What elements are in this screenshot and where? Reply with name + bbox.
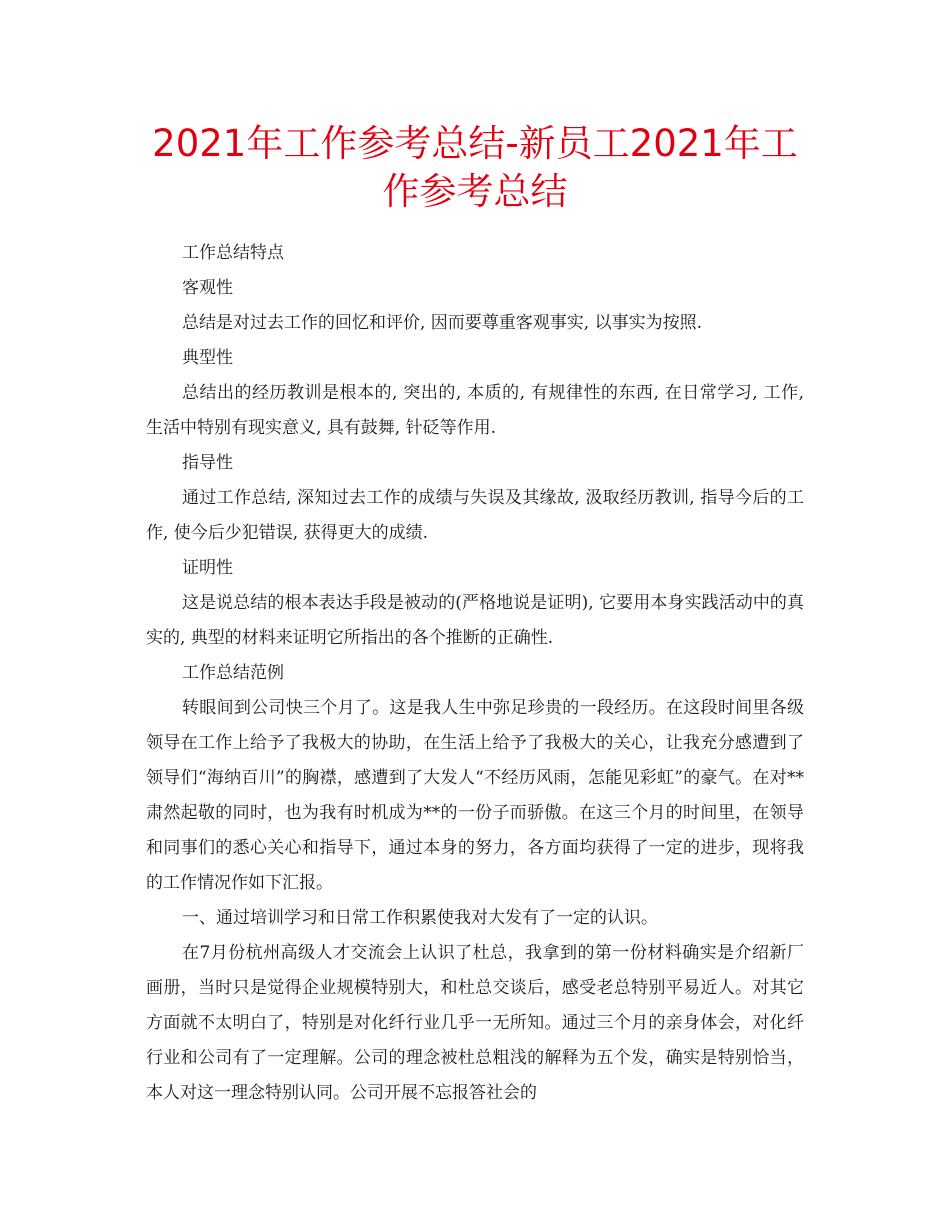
subheading-objectivity: 客观性 <box>182 278 233 298</box>
subheading-guidance: 指导性 <box>182 453 233 473</box>
paragraph-proof: 这是说总结的根本表达手段是被动的(严格地说是证明), 它要用本身实践活动中的真实的, 典型的材料来证明它所指出的各个推断的正确性. <box>146 593 804 648</box>
document-title: 2021年工作参考总结-新员工2021年工作参考总结 <box>152 122 798 213</box>
section-heading-features: 工作总结特点 <box>182 243 284 263</box>
subheading-typicality: 典型性 <box>182 348 233 368</box>
paragraph-section-one-heading: 一、通过培训学习和日常工作积累使我对大发有了一定的认识。 <box>182 908 658 928</box>
paragraph-section-one-body: 在7月份杭州高级人才交流会上认识了杜总，我拿到的第一份材料确实是介绍新厂画册，当时只是觉得企业规模特别大，和杜总交谈后，感受老总特别平易近人。对其它方面就不太明白了，特别是对化纤行业几乎一无所知。通过三个月的亲身体会，对化纤行业和公司有了一定理解。公司的理念被杜总粗浅的解释为五个发，确实是特别恰当，本人对这一理念特别认同。公司开展不忘报答社会的 <box>146 943 804 1103</box>
paragraph-objectivity: 总结是对过去工作的回忆和评价, 因而要尊重客观事实, 以事实为按照. <box>182 313 703 333</box>
document-body <box>146 236 804 1111</box>
paragraph-guidance: 通过工作总结, 深知过去工作的成绩与失误及其缘故, 汲取经历教训, 指导今后的工作, 使今后少犯错误, 获得更大的成绩. <box>146 488 804 543</box>
section-heading-example: 工作总结范例 <box>182 663 284 683</box>
paragraph-typicality: 总结出的经历教训是根本的, 突出的, 本质的, 有规律性的东西, 在日常学习, 工作, 生活中特别有现实意义, 具有鼓舞, 针砭等作用. <box>146 383 804 438</box>
paragraph-example-intro: 转眼间到公司快三个月了。这是我人生中弥足珍贵的一段经历。在这段时间里各级领导在工作上给予了我极大的协助，在生活上给予了我极大的关心，让我充分感遭到了领导们“海纳百川”的胸襟，感遭到了大发人“不经历风雨，怎能见彩虹”的豪气。在对**肃然起敬的同时，也为我有时机成为**的一份子而骄傲。在这三个月的时间里，在领导和同事们的悉心关心和指导下，通过本身的努力，各方面均获得了一定的进步，现将我的工作情况作如下汇报。 <box>146 698 804 893</box>
subheading-proof: 证明性 <box>182 558 233 578</box>
